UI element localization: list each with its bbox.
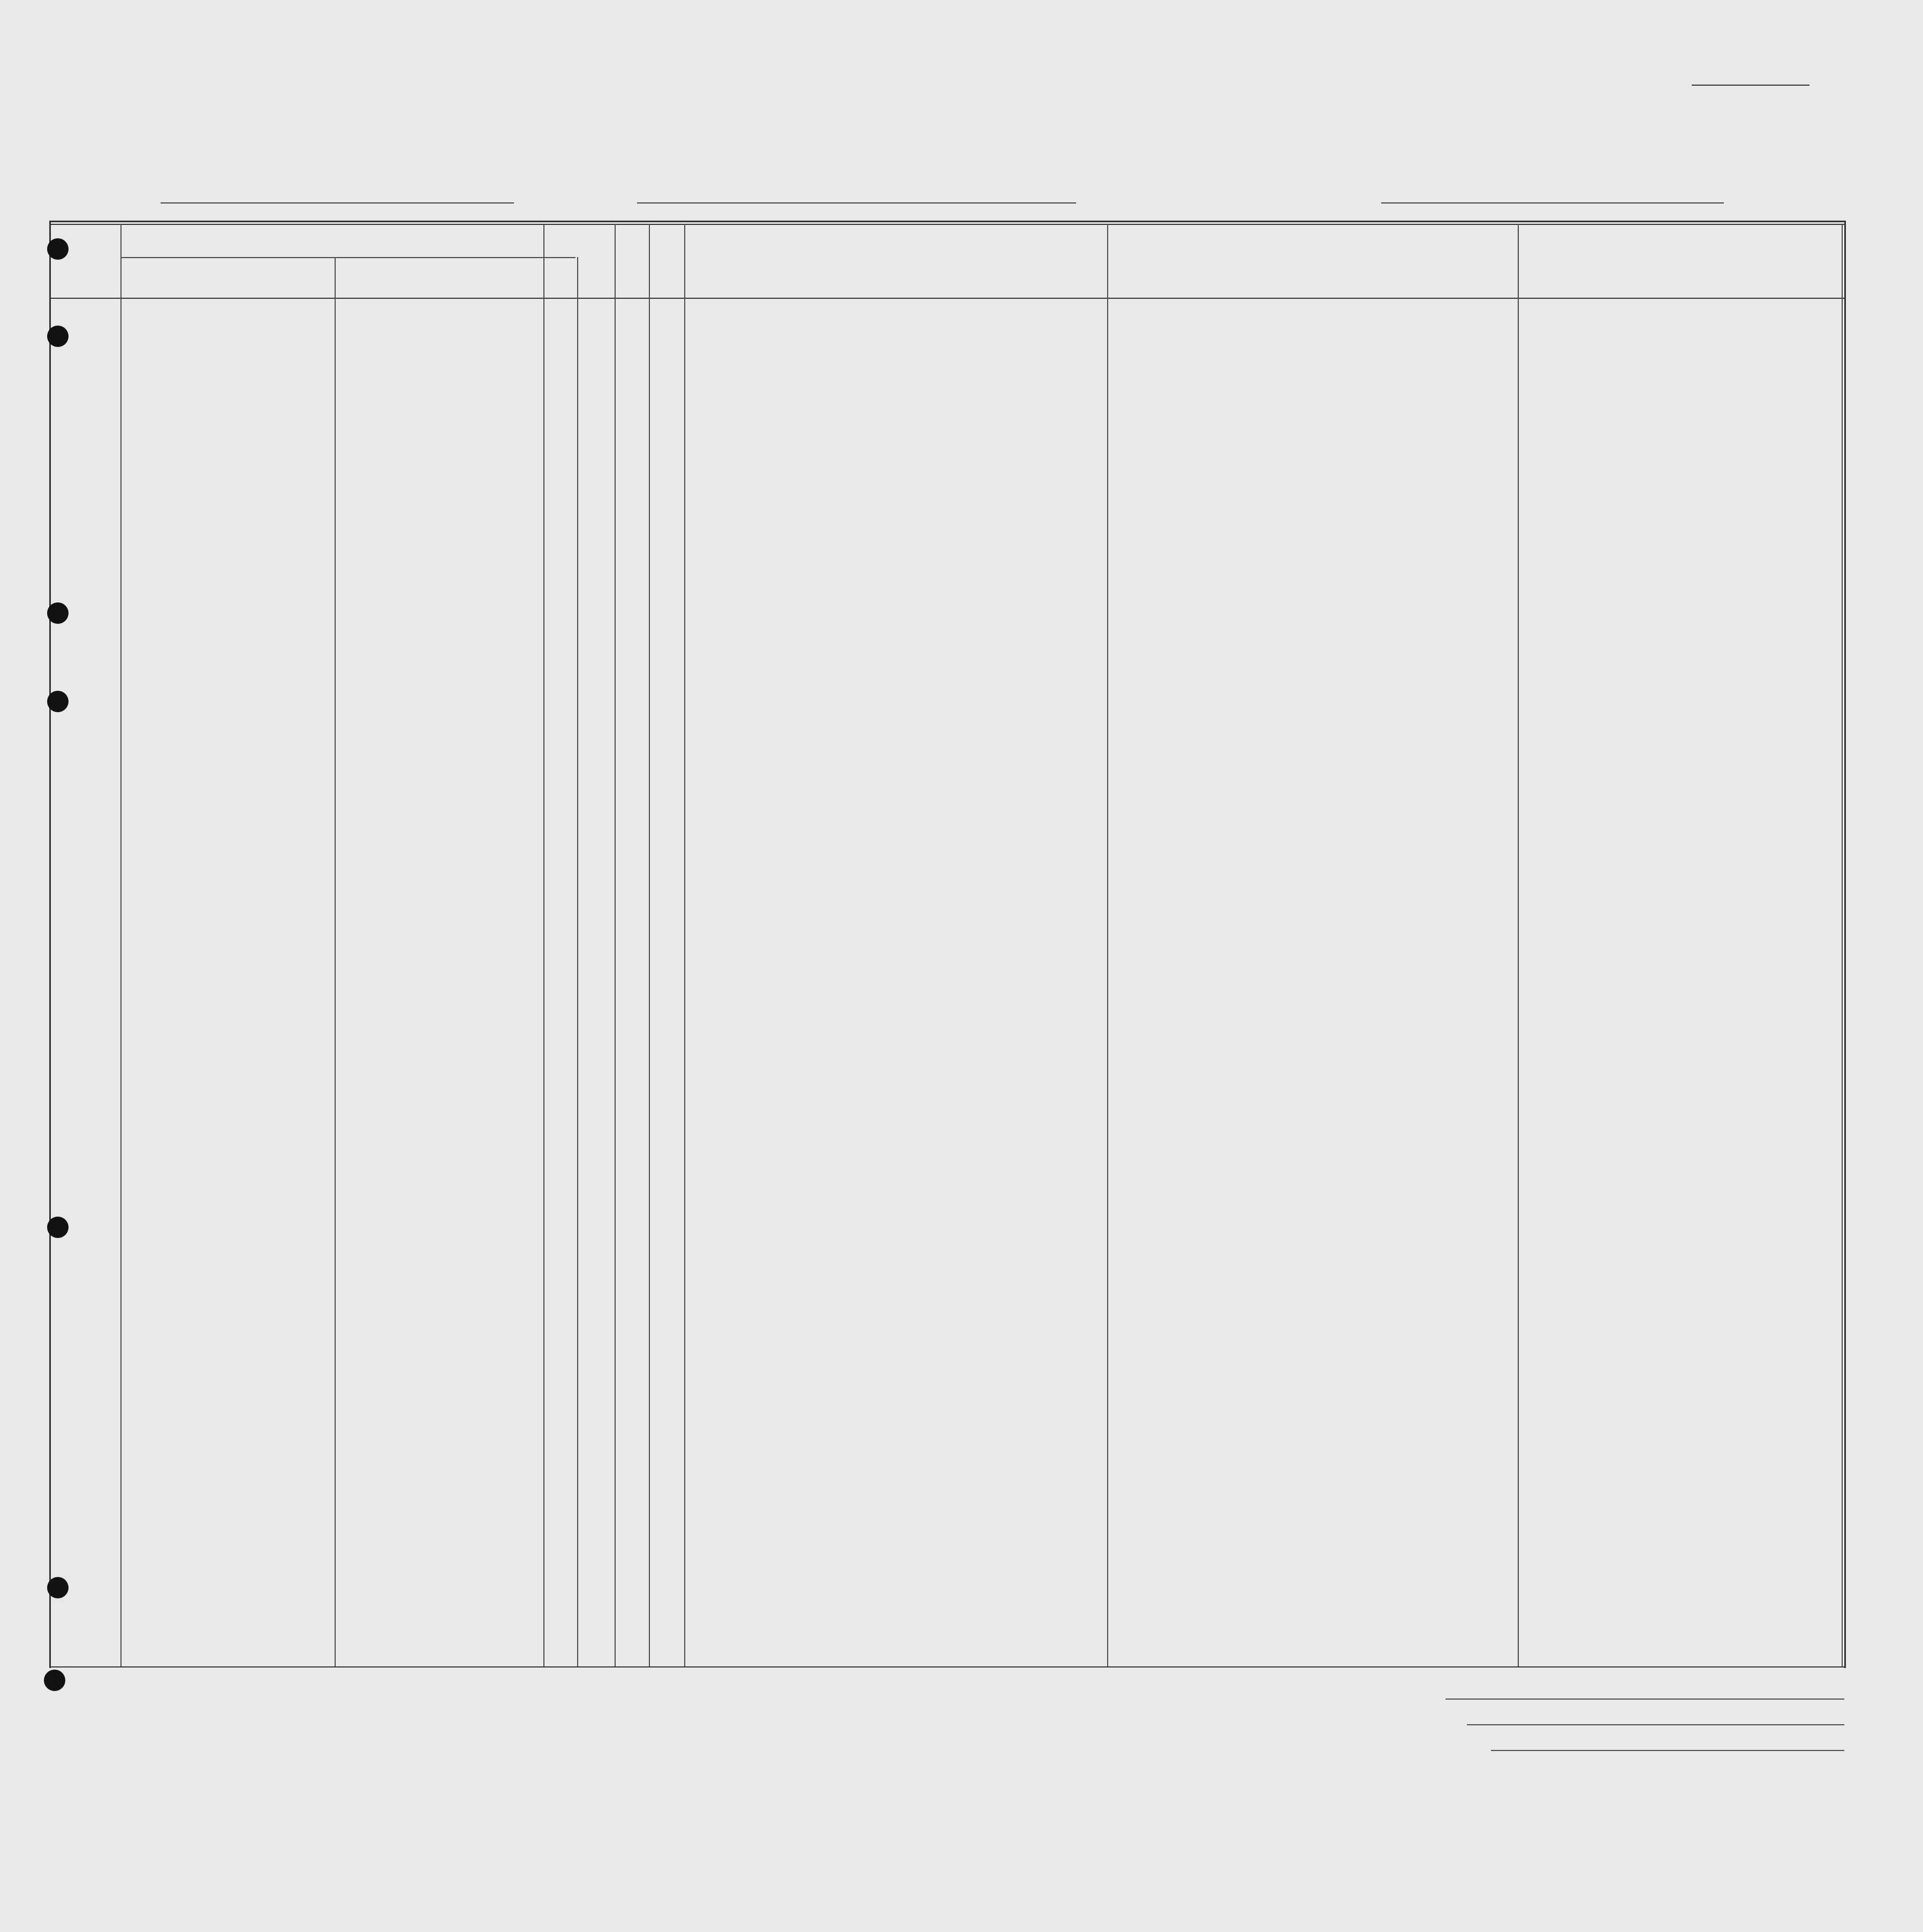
agents-underline [1491,1750,1844,1751]
col-line-birth [1107,224,1108,1666]
header-sub-line [120,257,576,258]
binder-hole [44,1670,65,1691]
arriving-underline [1381,202,1724,203]
line-underline [1445,1699,1844,1700]
col-line-no [120,224,122,1666]
header-line-bottom [49,298,1844,299]
binder-hole [47,1577,69,1598]
number-underline [1692,85,1810,86]
header-line-top [49,224,1844,225]
check-marks [578,268,685,1580]
binder-hole [47,1217,69,1238]
col-line-family [335,257,336,1666]
ship-underline [161,202,514,203]
col-line-given [543,224,544,1666]
col-line-natural [1518,224,1519,1666]
sailing-underline [637,202,1076,203]
binder-hole [47,602,69,624]
owners-underline [1467,1724,1844,1725]
binder-hole [47,326,69,347]
manifest-table [49,221,1846,1668]
table-bottom-line [49,1666,1844,1667]
col-line-address [1842,224,1843,1666]
binder-hole [47,238,69,260]
binder-hole [47,691,69,712]
